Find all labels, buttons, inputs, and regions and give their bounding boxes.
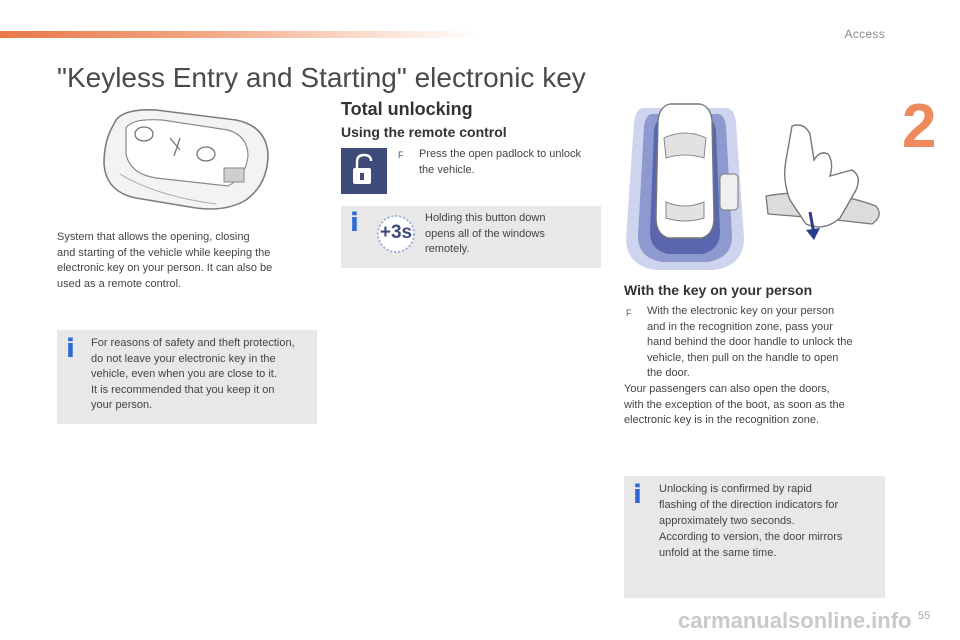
bullet-marker: F: [626, 308, 632, 318]
key-fob-illustration: [96, 104, 274, 216]
intro-text: System that allows the opening, closing and starting of the vehicle while keeping the electronic key on your person. It can also be used as a remote control.: [57, 231, 273, 290]
info-box-safety: [57, 330, 317, 424]
info-box-confirmation: [624, 476, 885, 598]
header-accent-bar: [0, 31, 480, 38]
info-box-safety-text: For reasons of safety and theft protection, do not leave your electronic key in the vehicle, even when you are close to it. It is recommended that you keep it on your person.: [91, 337, 295, 411]
hand-door-handle-illustration: [762, 120, 886, 248]
info-box-confirmation-text: Unlocking is confirmed by rapid flashing of the direction indicators for approximately two seconds. According to version, the door mirrors unfold at the same time.: [659, 483, 843, 559]
hold-three-seconds-icon: +3s: [374, 212, 418, 256]
remote-step-text: Press the open padlock to unlock the vehicle.: [419, 148, 582, 176]
section-label: Access: [844, 27, 885, 41]
info-icon: i: [633, 480, 642, 510]
info-box-windows-text: Holding this button down opens all of the windows remotely.: [425, 212, 546, 255]
page-title: "Keyless Entry and Starting" electronic key: [57, 62, 586, 93]
info-icon: i: [66, 334, 75, 364]
page-number: 55: [918, 610, 931, 622]
open-padlock-icon: [341, 148, 387, 194]
pull-arrow-icon: [806, 228, 820, 240]
watermark: carmanualsonline.info: [678, 608, 912, 633]
bullet-marker: F: [398, 150, 404, 160]
recognition-zone-illustration: [622, 98, 748, 274]
info-icon: i: [350, 208, 359, 238]
key-on-person-step-text: With the electronic key on your person and in the recognition zone, pass your hand behind the door handle to unlock the vehicle, then pull on the handle to open the door.: [647, 305, 853, 379]
key-fob-small-icon: [720, 174, 738, 210]
subheading-remote-control: Using the remote control: [341, 124, 507, 140]
passengers-text: Your passengers can also open the doors, with the exception of the boot, as soon as the electronic key is in the recognition zone.: [624, 383, 845, 426]
chapter-number: 2: [902, 92, 937, 161]
section-heading-key-on-person: With the key on your person: [624, 282, 813, 298]
section-heading-total-unlocking: Total unlocking: [341, 99, 473, 119]
